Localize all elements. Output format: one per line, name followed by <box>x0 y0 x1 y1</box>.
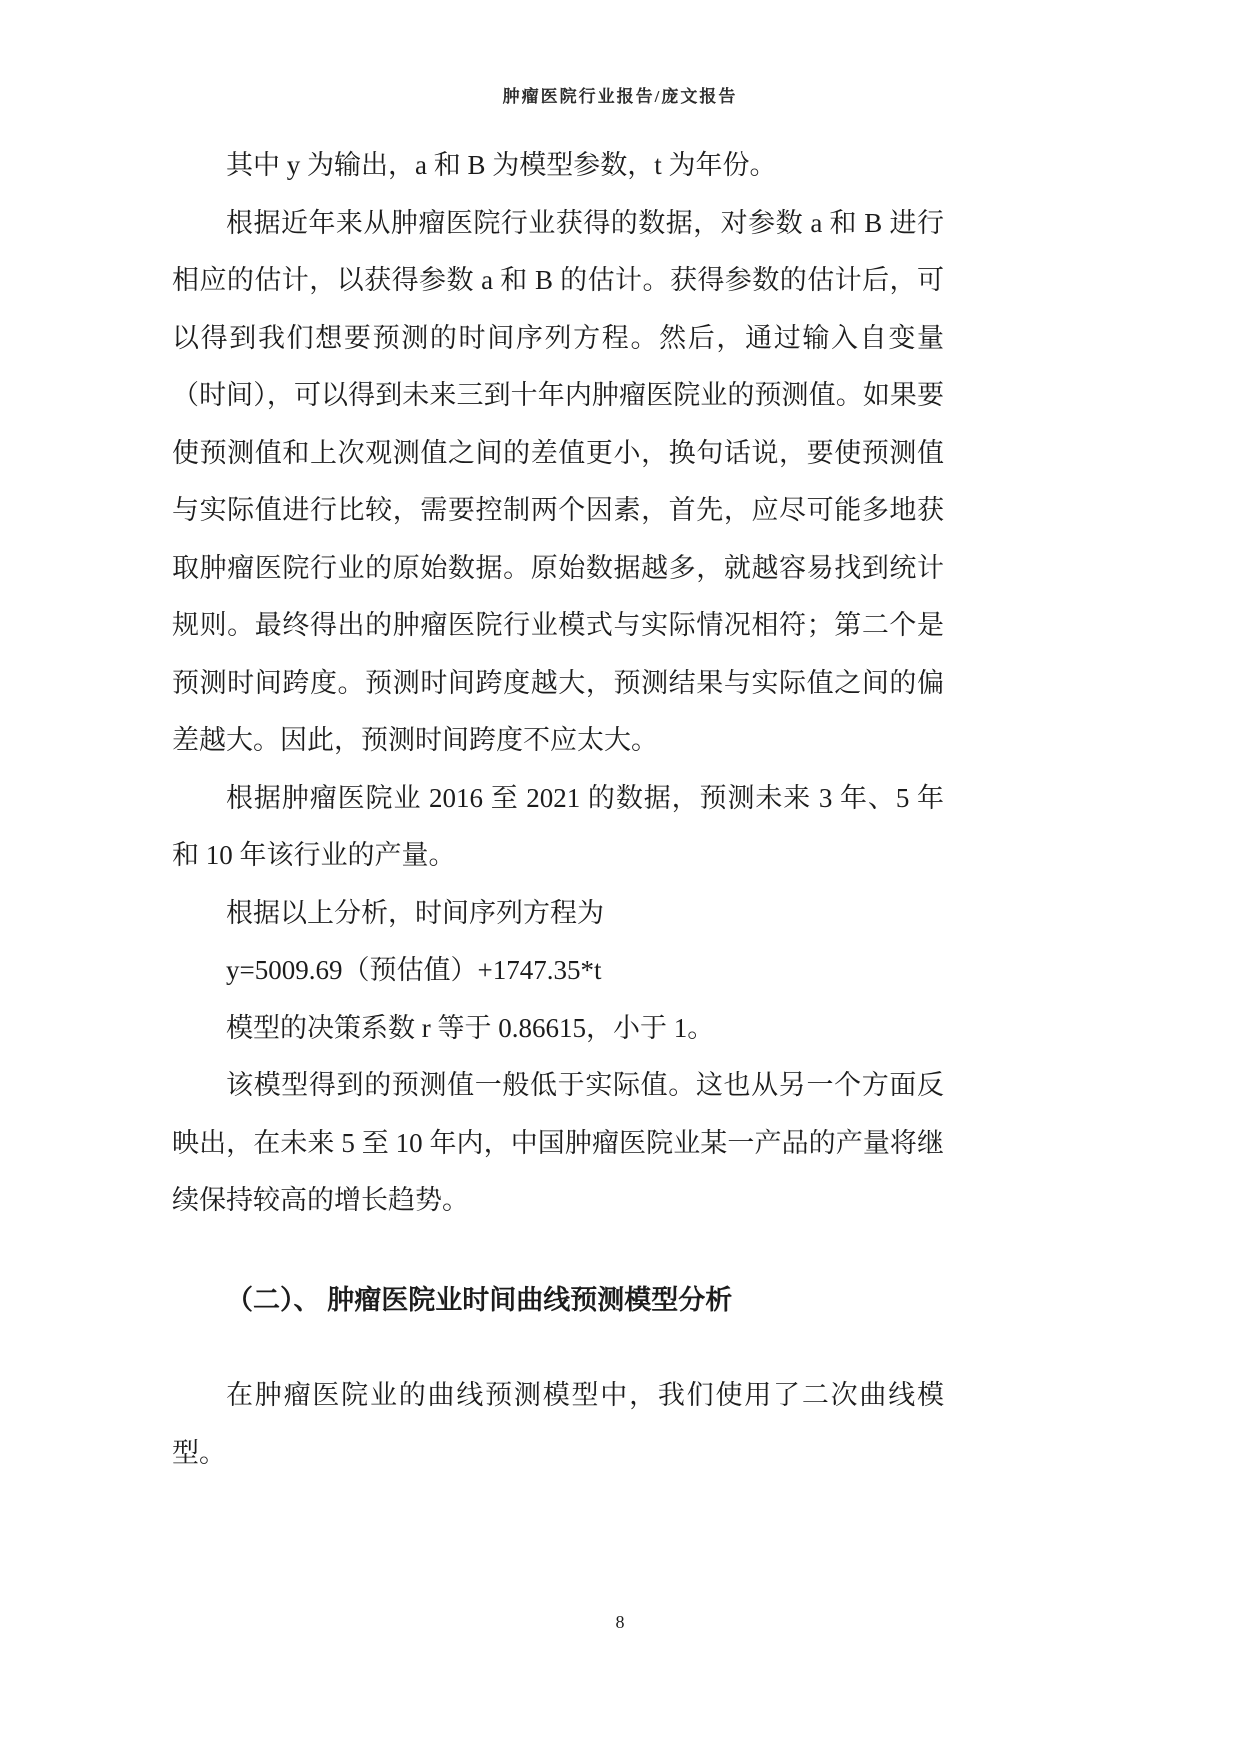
body-paragraph: 在肿瘤医院业的曲线预测模型中，我们使用了二次曲线模型。 <box>172 1380 944 1468</box>
equation-line: y=5009.69（预估值）+1747.35*t <box>226 955 602 985</box>
body-paragraph: 根据近年来从肿瘤医院行业获得的数据，对参数 a 和 B 进行相应的估计，以获得参数 a 和 B 的估计。获得参数的估计后，可以得到我们想要预测的时间序列方程。然后，通过输入自变量（时间），可以得到未来三到十年内肿瘤医院业的预测值。如果要使预测值和上次观测值之间的差值更小，换句话说，要使预测值与实际值进行比较，需要控制两个因素，首先，应尽可能多地获取肿瘤医院行业的原始数据。原始数据越多，就越容易找到统计规则。最终得出的肿瘤医院行业模式与实际情况相符；第二个是预测时间跨度。预测时间跨度越大，预测结果与实际值之间的偏差越大。因此，预测时间跨度不应太大。 <box>172 207 944 755</box>
body-paragraph: 其中 y 为输出，a 和 B 为模型参数，t 为年份。 <box>226 150 777 180</box>
body-paragraph: 该模型得到的预测值一般低于实际值。这也从另一个方面反映出，在未来 5 至 10 年内，中国肿瘤医院业某一产品的产量将继续保持较高的增长趋势。 <box>172 1070 944 1215</box>
page-number: 8 <box>615 1612 625 1632</box>
section-heading: （二）、 肿瘤医院业时间曲线预测模型分析 <box>226 1284 733 1315</box>
page-header-title: 肿瘤医院行业报告/庞文报告 <box>502 87 738 106</box>
document-body <box>172 137 944 1482</box>
body-paragraph: 模型的决策系数 r 等于 0.86615，小于 1。 <box>226 1012 715 1043</box>
body-paragraph: 根据以上分析，时间序列方程为 <box>226 897 604 928</box>
body-paragraph: 根据肿瘤医院业 2016 至 2021 的数据，预测未来 3 年、5 年和 10 年该行业的产量。 <box>172 782 944 870</box>
